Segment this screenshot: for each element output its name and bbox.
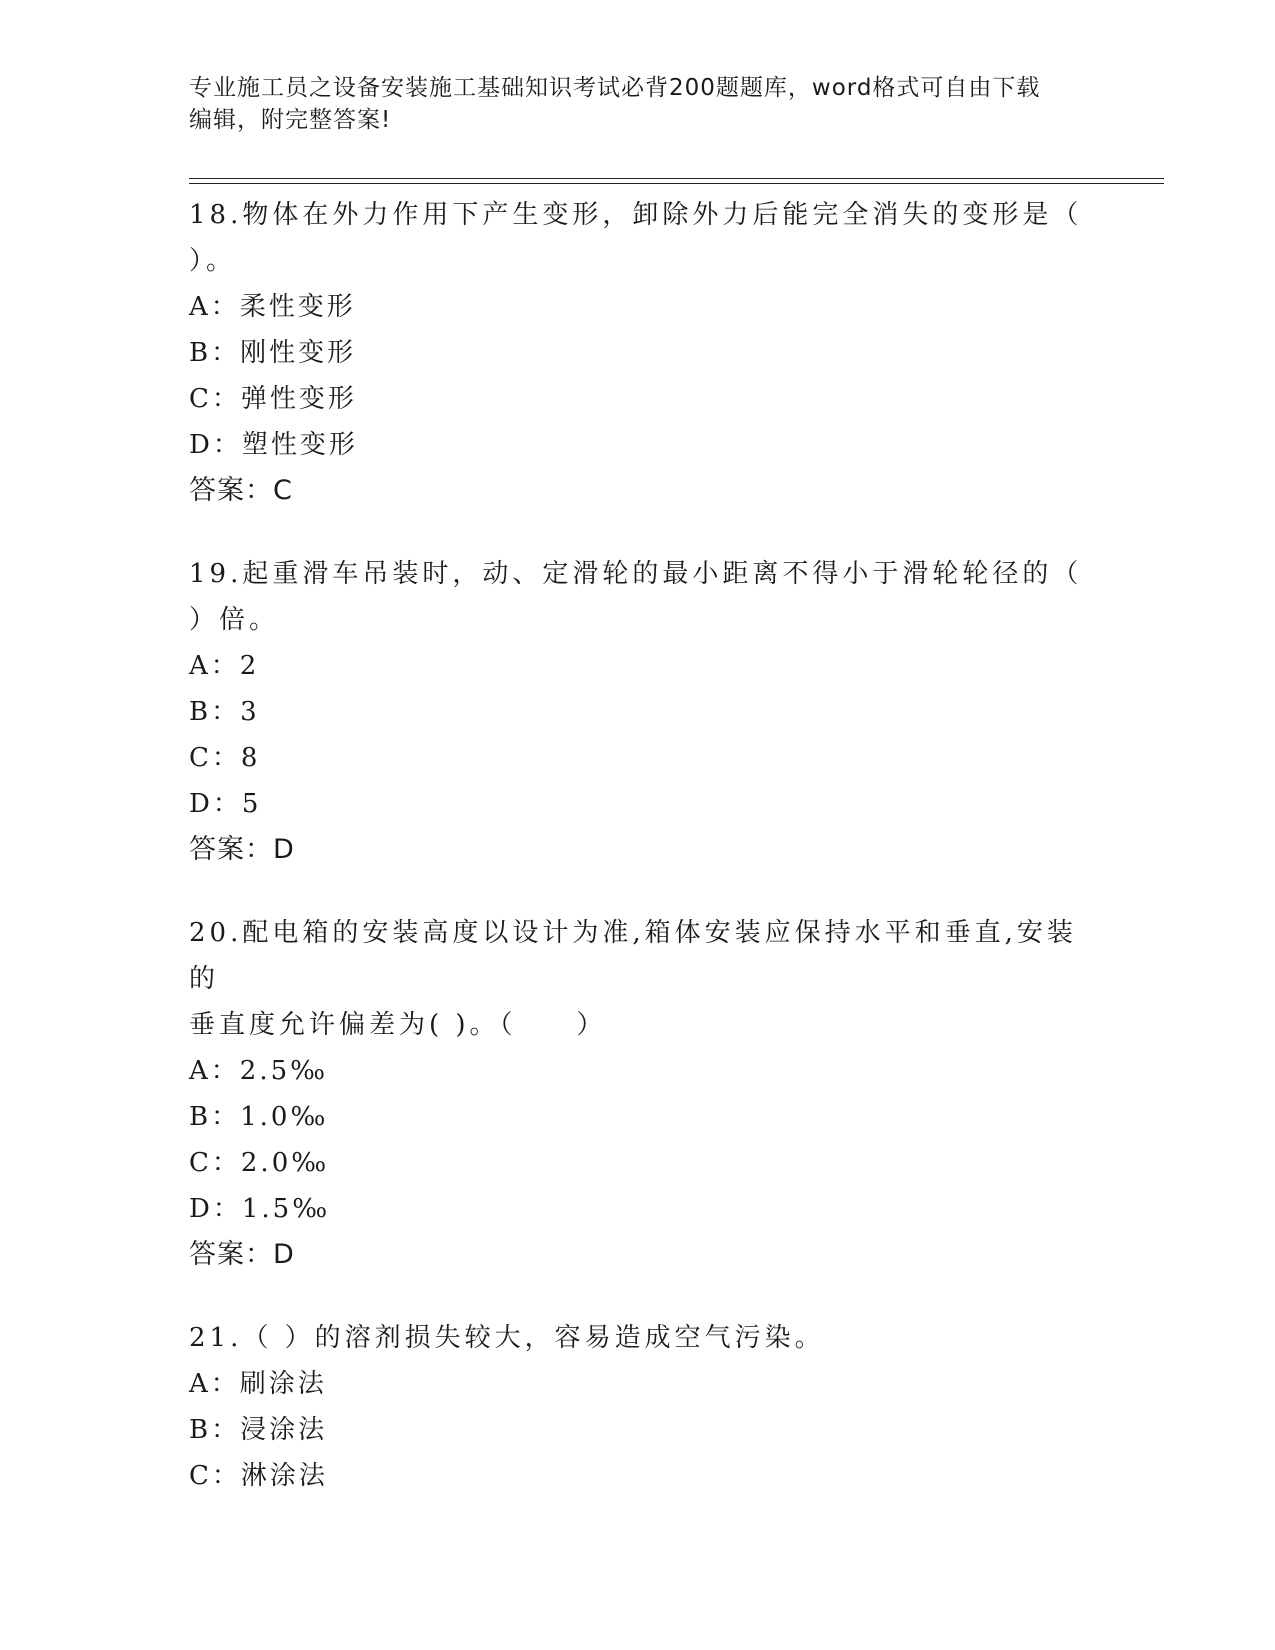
header-title-line2: 编辑，附完整答案! (189, 107, 392, 133)
option-c: C：弹性变形 (189, 384, 357, 414)
question-stem-line1: 19.起重滑车吊装时，动、定滑轮的最小距离不得小于滑轮轮径的（ (189, 559, 1083, 589)
question-stem-line2: ）。 (189, 246, 237, 276)
question-20 (189, 910, 1089, 1278)
question-stem-line1: 18.物体在外力作用下产生变形，卸除外力后能完全消失的变形是（ (189, 200, 1083, 230)
option-d: D：5 (189, 789, 262, 819)
header-title-line1: 专业施工员之设备安装施工基础知识考试必背200题题库，word格式可自由下载 (189, 75, 1041, 101)
answer-line: 答案：C (189, 475, 293, 506)
question-18 (189, 192, 1089, 514)
answer-line: 答案：D (189, 834, 295, 865)
question-stem-line2: 垂直度允许偏差为( )。（ ） (189, 1010, 607, 1040)
header-divider-bottom (189, 183, 1164, 184)
option-d: D：1.5‰ (189, 1194, 331, 1224)
question-stem-line1: 20.配电箱的安装高度以设计为准,箱体安装应保持水平和垂直,安装的 (189, 918, 1077, 994)
option-c: C：淋涂法 (189, 1461, 328, 1491)
question-list (189, 192, 1089, 1536)
option-a: A：柔性变形 (189, 292, 356, 322)
option-a: A：2 (189, 651, 260, 681)
option-a: A：2.5‰ (189, 1056, 329, 1086)
option-c: C：8 (189, 743, 261, 773)
question-stem-line2: ）倍。 (189, 605, 280, 635)
option-b: B：3 (189, 697, 260, 727)
question-19 (189, 551, 1089, 873)
option-b: B：刚性变形 (189, 338, 357, 368)
header-divider-top (189, 178, 1164, 179)
document-header (189, 72, 1089, 136)
option-b: B：1.0‰ (189, 1102, 329, 1132)
question-21 (189, 1315, 1089, 1499)
question-stem-line1: 21.（ ）的溶剂损失较大，容易造成空气污染。 (189, 1323, 825, 1353)
option-b: B：浸涂法 (189, 1415, 328, 1445)
option-d: D：塑性变形 (189, 430, 358, 460)
option-a: A：刷涂法 (189, 1369, 327, 1399)
option-c: C：2.0‰ (189, 1148, 330, 1178)
answer-line: 答案：D (189, 1239, 295, 1270)
